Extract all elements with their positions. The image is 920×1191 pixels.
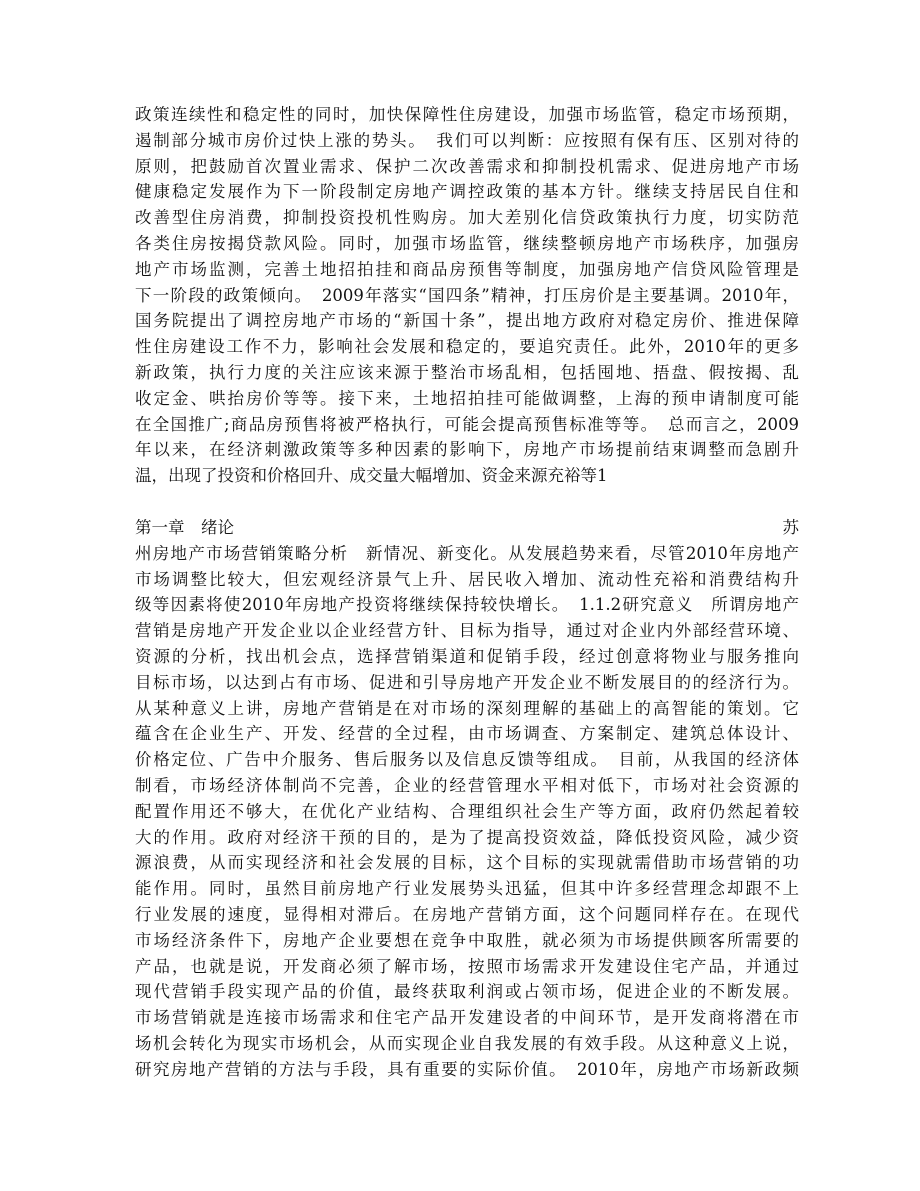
text-line: 年以来，在经济刺激政策等多种因素的影响下，房地产市场提前结束调整而急剧升 [135,440,799,460]
text-line: 能作用。同时，虽然目前房地产行业发展势头迅猛，但其中许多经营理念却跟不上 [135,879,799,899]
text-line: 资源的分析，找出机会点，选择营销渠道和促销手段，经过创意将物业与服务推向 [135,646,799,666]
text-line: 市场调整比较大，但宏观经济景气上升、居民收入增加、流动性充裕和消费结构升 [135,569,799,589]
chapter-header-row [135,515,799,541]
text-line: 州房地产市场营销策略分析 新情况、新变化。从发展趋势来看，尽管2010年房地产 [135,543,799,563]
text-line: 级等因素将使2010年房地产投资将继续保持较快增长。 1.1.2研究意义 所谓房地产 [135,595,799,615]
text-line: 行业发展的速度，显得相对滞后。在房地产营销方面，这个问题同样存在。在现代 [135,904,799,924]
text-line: 场机会转化为现实市场机会，从而实现企业自我发展的有效手段。从这种意义上说， [135,1033,799,1053]
text-line: 配置作用还不够大，在优化产业结构、合理组织社会生产等方面，政府仍然起着较 [135,801,799,821]
text-line: 国务院提出了调控房地产市场的“新国十条”，提出地方政府对稳定房价、推进保障 [135,311,799,331]
chapter-title: 第一章 绪论 [135,517,234,537]
text-line: 改善型住房消费，抑制投资投机性购房。加大差别化信贷政策执行力度，切实防范 [135,208,799,228]
text-line: 温，出现了投资和价格回升、成交量大幅增加、资金来源充裕等1 [135,466,608,486]
chapter-section [135,515,799,1083]
text-line: 目标市场，以达到占有市场、促进和引导房地产开发企业不断发展目的的经济行为。 [135,672,799,692]
text-line: 性住房建设工作不力，影响社会发展和稳定的，要追究责任。此外，2010年的更多 [135,337,799,357]
document-page [135,102,799,1082]
text-line: 新政策，执行力度的关注应该来源于整治市场乱相，包括囤地、捂盘、假按揭、乱 [135,362,799,382]
text-line: 遏制部分城市房价过快上涨的势头。 我们可以判断：应按照有保有压、区别对待的 [135,130,799,150]
text-line: 原则，把鼓励首次置业需求、保护二次改善需求和抑制投机需求、促进房地产市场 [135,156,799,176]
text-line: 下一阶段的政策倾向。 2009年落实“国四条”精神，打压房价是主要基调。2010年， [135,285,799,305]
text-line: 蕴含在企业生产、开发、经营的全过程，由市场调查、方案制定、建筑总体设计、 [135,724,799,744]
text-line: 地产市场监测，完善土地招拍挂和商品房预售等制度，加强房地产信贷风险管理是 [135,259,799,279]
text-line: 价格定位、广告中介服务、售后服务以及信息反馈等组成。 目前，从我国的经济体 [135,750,799,770]
text-line: 各类住房按揭贷款风险。同时，加强市场监管，继续整顿房地产市场秩序，加强房 [135,233,799,253]
paragraph-policy-outlook [135,102,799,489]
text-line: 现代营销手段实现产品的价值，最终获取利润或占领市场，促进企业的不断发展。 [135,982,799,1002]
paragraph-research-significance [135,541,799,1083]
text-line: 从某种意义上讲，房地产营销是在对市场的深刻理解的基础上的高智能的策划。它 [135,698,799,718]
text-line: 市场营销就是连接市场需求和住宅产品开发建设者的中间环节，是开发商将潜在市 [135,1008,799,1028]
text-line: 收定金、哄抬房价等等。接下来，土地招拍挂可能做调整，上海的预申请制度可能 [135,388,799,408]
text-line: 市场经济条件下，房地产企业要想在竞争中取胜，就必须为市场提供顾客所需要的 [135,930,799,950]
text-line: 制看，市场经济体制尚不完善，企业的经营管理水平相对低下，市场对社会资源的 [135,775,799,795]
text-line: 在全国推广;商品房预售将被严格执行，可能会提高预售标准等等。 总而言之，2009 [135,414,799,434]
text-line: 大的作用。政府对经济干预的目的，是为了提高投资效益，降低投资风险，减少资 [135,827,799,847]
text-line: 研究房地产营销的方法与手段，具有重要的实际价值。 2010年，房地产市场新政频 [135,1059,799,1079]
text-line: 产品，也就是说，开发商必须了解市场，按照市场需求开发建设住宅产品，并通过 [135,956,799,976]
text-line: 健康稳定发展作为下一阶段制定房地产调控政策的基本方针。继续支持居民自住和 [135,182,799,202]
text-line: 营销是房地产开发企业以企业经营方针、目标为指导，通过对企业内外部经营环境、 [135,621,799,641]
chapter-running-head: 苏 [782,517,799,537]
text-line: 源浪费，从而实现经济和社会发展的目标，这个目标的实现就需借助市场营销的功 [135,853,799,873]
text-line: 政策连续性和稳定性的同时，加快保障性住房建设，加强市场监管，稳定市场预期， [135,105,799,124]
